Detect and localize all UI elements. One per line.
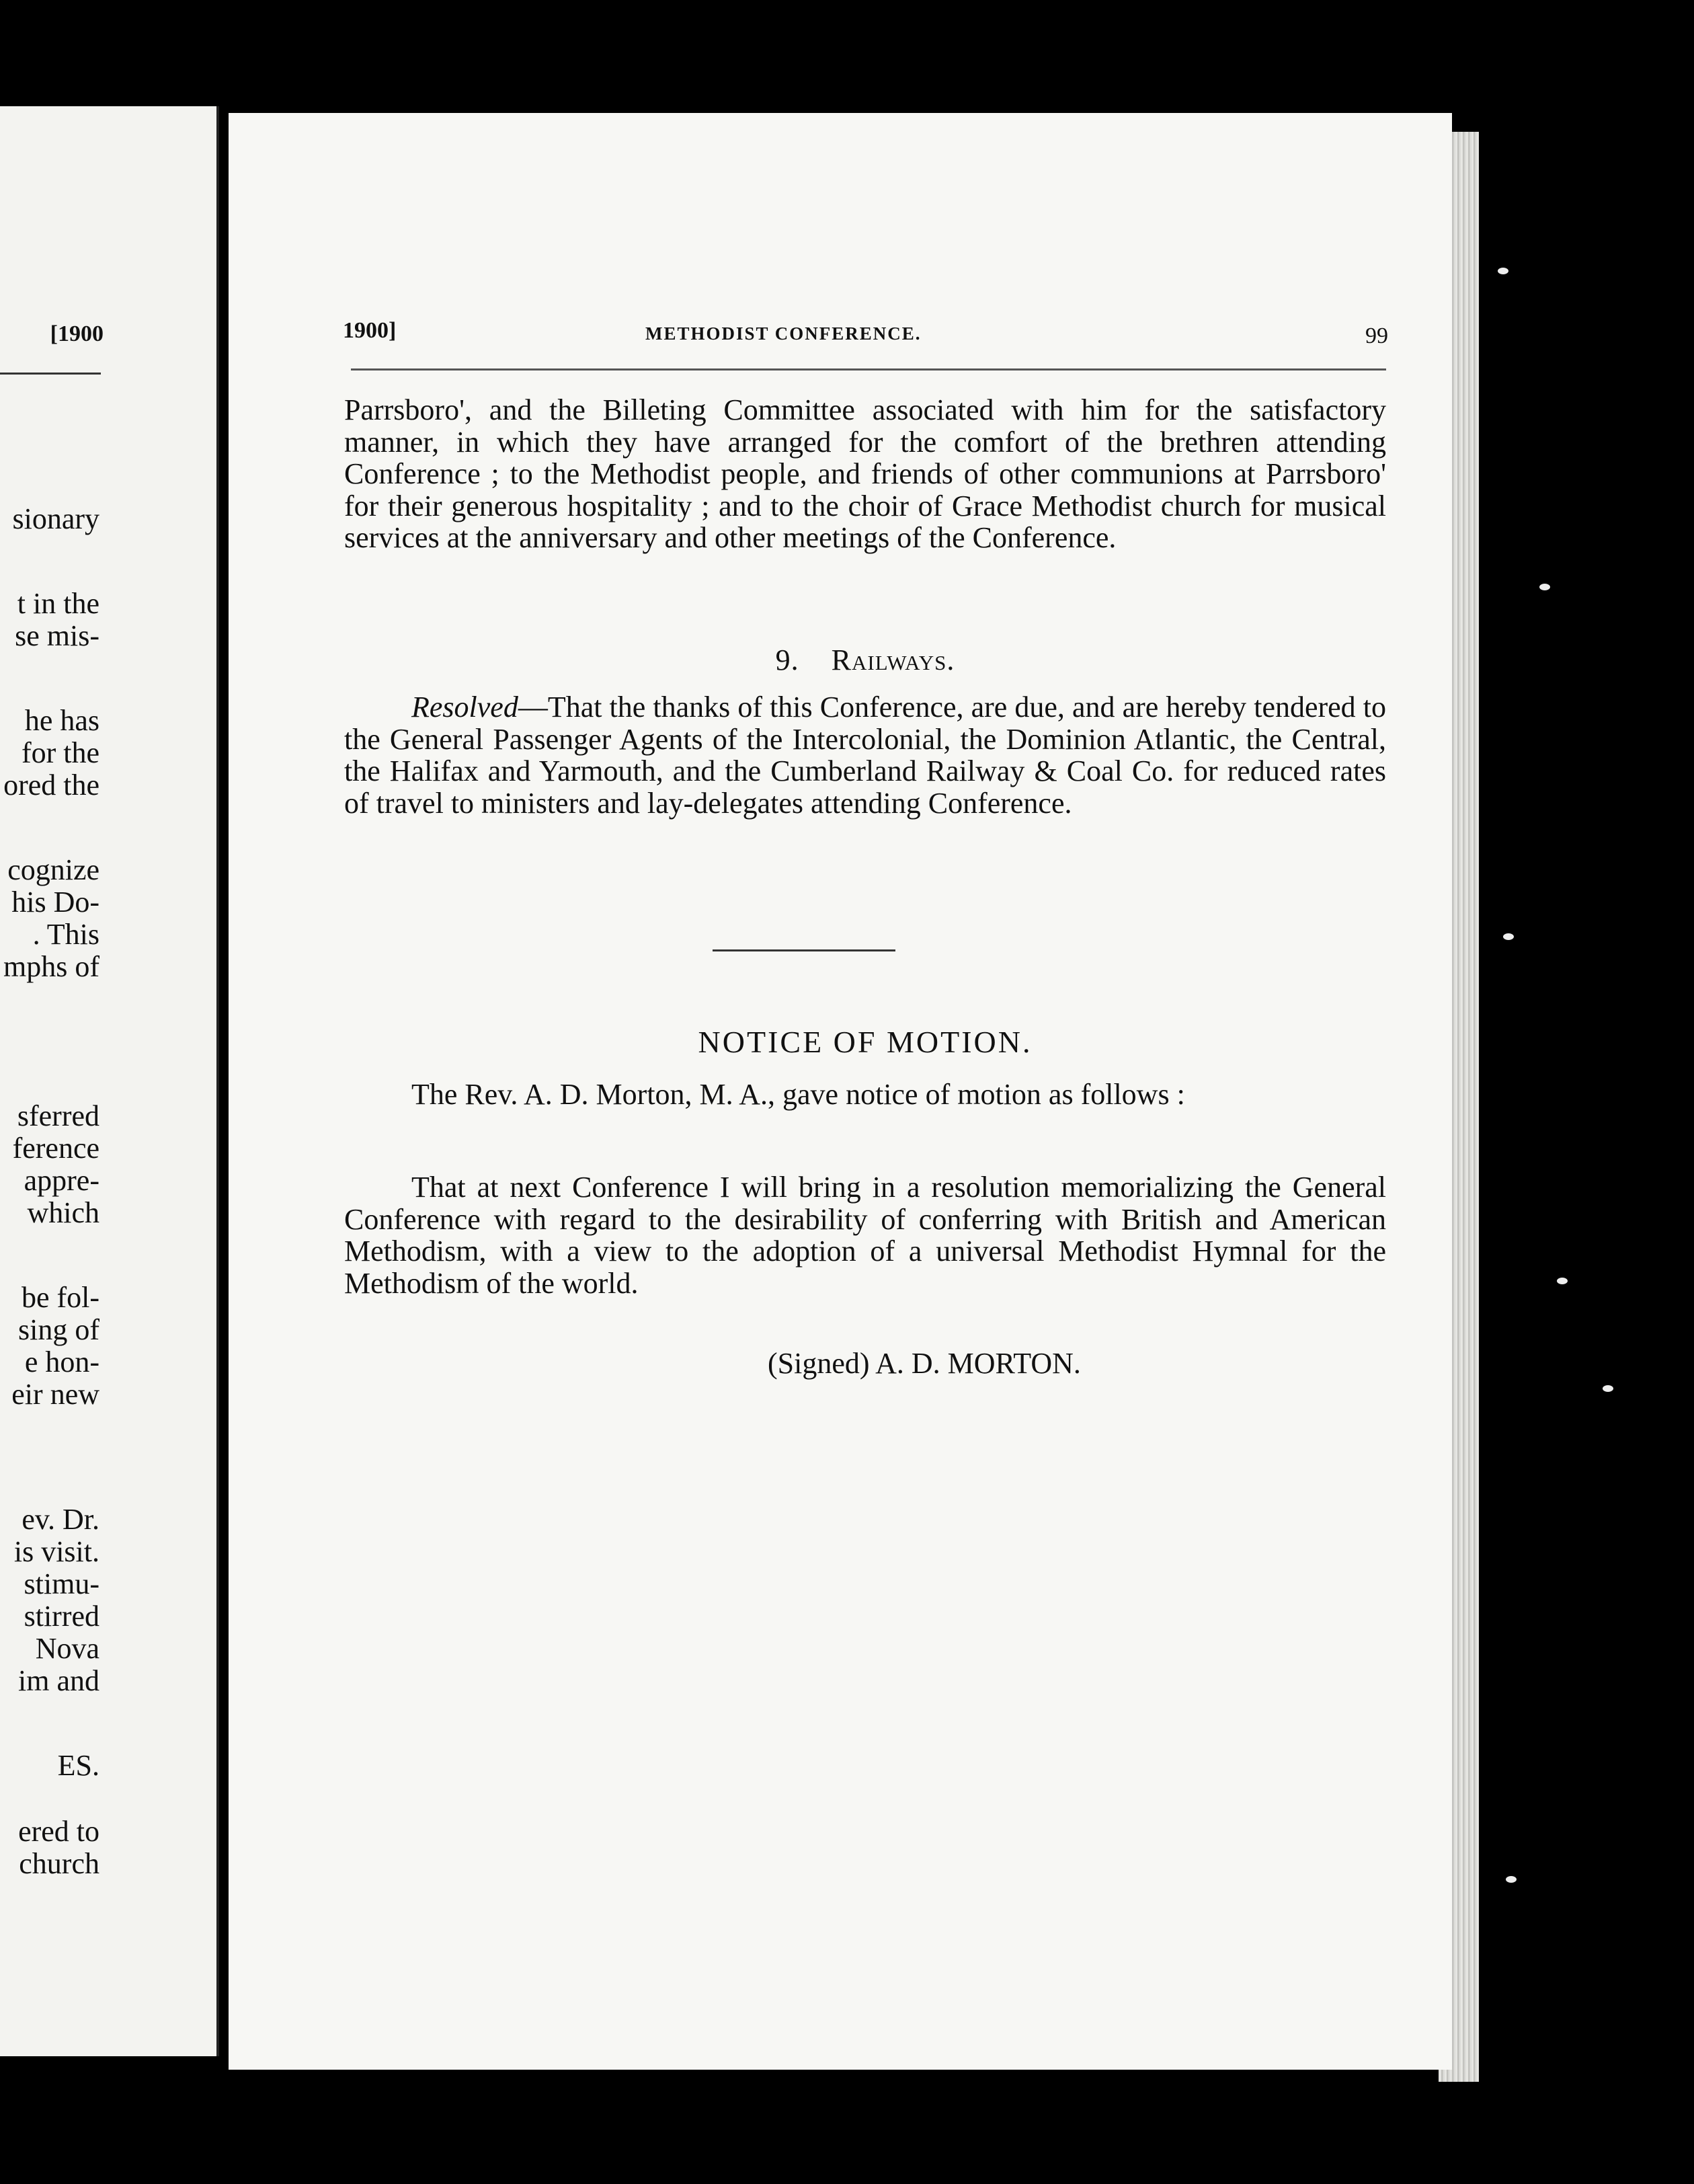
scan-speck [1506, 1876, 1517, 1883]
running-head [343, 318, 1388, 352]
scan-speck [1539, 584, 1550, 590]
section-number: 9. [775, 644, 799, 676]
left-text-line: im and [18, 1664, 99, 1697]
running-head-title: METHODIST CONFERENCE. [645, 323, 922, 344]
left-text-line: ference [12, 1132, 99, 1165]
left-text-line: which [27, 1196, 99, 1229]
left-text-line: eir new [11, 1378, 99, 1411]
left-text-line: appre- [24, 1164, 99, 1197]
scan-speck [1557, 1278, 1568, 1284]
running-head-rule [351, 368, 1386, 370]
page-number: 99 [1365, 323, 1388, 348]
notice-intro [344, 1079, 1386, 1111]
section-title: Railways. [831, 644, 955, 676]
scan-speck [1498, 268, 1508, 274]
paragraph-thanks [344, 394, 1386, 554]
left-text-line: Nova [35, 1632, 99, 1665]
resolution-paragraph [344, 691, 1386, 819]
left-text-line: church [19, 1847, 99, 1880]
left-text-line: t in the [17, 587, 99, 620]
left-text-line: ored the [3, 769, 99, 802]
notice-intro-text: The Rev. A. D. Morton, M. A., gave notice of motion as follows : [411, 1078, 1185, 1111]
notice-body-text: That at next Conference I will bring in a resolution memorializing the General Conference with regard to the desirability of conferring with British and American Methodism, with a view to the adoption of a universal Methodist Hymnal for the Methodism of the world. [344, 1171, 1386, 1300]
left-page-header: [1900 [50, 321, 104, 346]
left-text-line: sing of [18, 1313, 99, 1346]
left-text-line: se mis- [15, 619, 99, 652]
left-text-line: ES. [57, 1749, 99, 1782]
scan-speck [1603, 1385, 1613, 1392]
resolved-lead: Resolved [411, 691, 518, 724]
left-text-line: is visit. [13, 1535, 99, 1568]
main-page [229, 113, 1452, 2070]
left-header-rule [0, 373, 101, 375]
paragraph-thanks-text: Parrsboro', and the Billeting Committee associated with him for the satisfactory manner, in which they have arranged for the comfort of the brethren attending Conference ; to the Methodist people, and friends of other communions at Parrsboro' for their generous hospitality ; and to the choir of Grace Methodist church for musical services at the anniversary and other meetings of the Conference. [344, 393, 1386, 554]
left-text-line: cognize [7, 853, 99, 886]
scan-speck [1503, 933, 1514, 940]
left-text-line: stimu- [24, 1567, 99, 1600]
left-text-line: sionary [12, 502, 99, 535]
left-text-line: for the [21, 736, 99, 769]
left-text-line: ered to [18, 1815, 99, 1848]
left-page [0, 106, 219, 2056]
signature: (Signed) A. D. MORTON. [768, 1347, 1081, 1380]
left-text-line: he has [24, 704, 99, 737]
running-head-year: 1900] [343, 318, 397, 343]
left-text-line: ev. Dr. [22, 1503, 99, 1536]
notice-body [344, 1171, 1386, 1299]
notice-heading: NOTICE OF MOTION. [698, 1025, 1033, 1059]
left-text-line: . This [32, 918, 99, 951]
left-text-line: e hon- [24, 1346, 99, 1378]
section-heading-railways [344, 643, 1386, 677]
section-divider [713, 949, 895, 951]
left-text-line: his Do- [11, 886, 99, 919]
left-text-line: sferred [17, 1099, 99, 1132]
left-text-line: be fol- [21, 1281, 99, 1314]
left-text-line: stirred [24, 1600, 99, 1633]
left-text-line: mphs of [3, 950, 99, 983]
resolution-text: —That the thanks of this Conference, are due, and are hereby tendered to the General Passenger Agents of the Intercolonial, the Dominion Atlantic, the Central, the Halifax and Yarmouth, and the Cumberland Railway & Coal Co. for reduced rates of travel to ministers and lay-delegates attending Conference. [344, 691, 1386, 820]
